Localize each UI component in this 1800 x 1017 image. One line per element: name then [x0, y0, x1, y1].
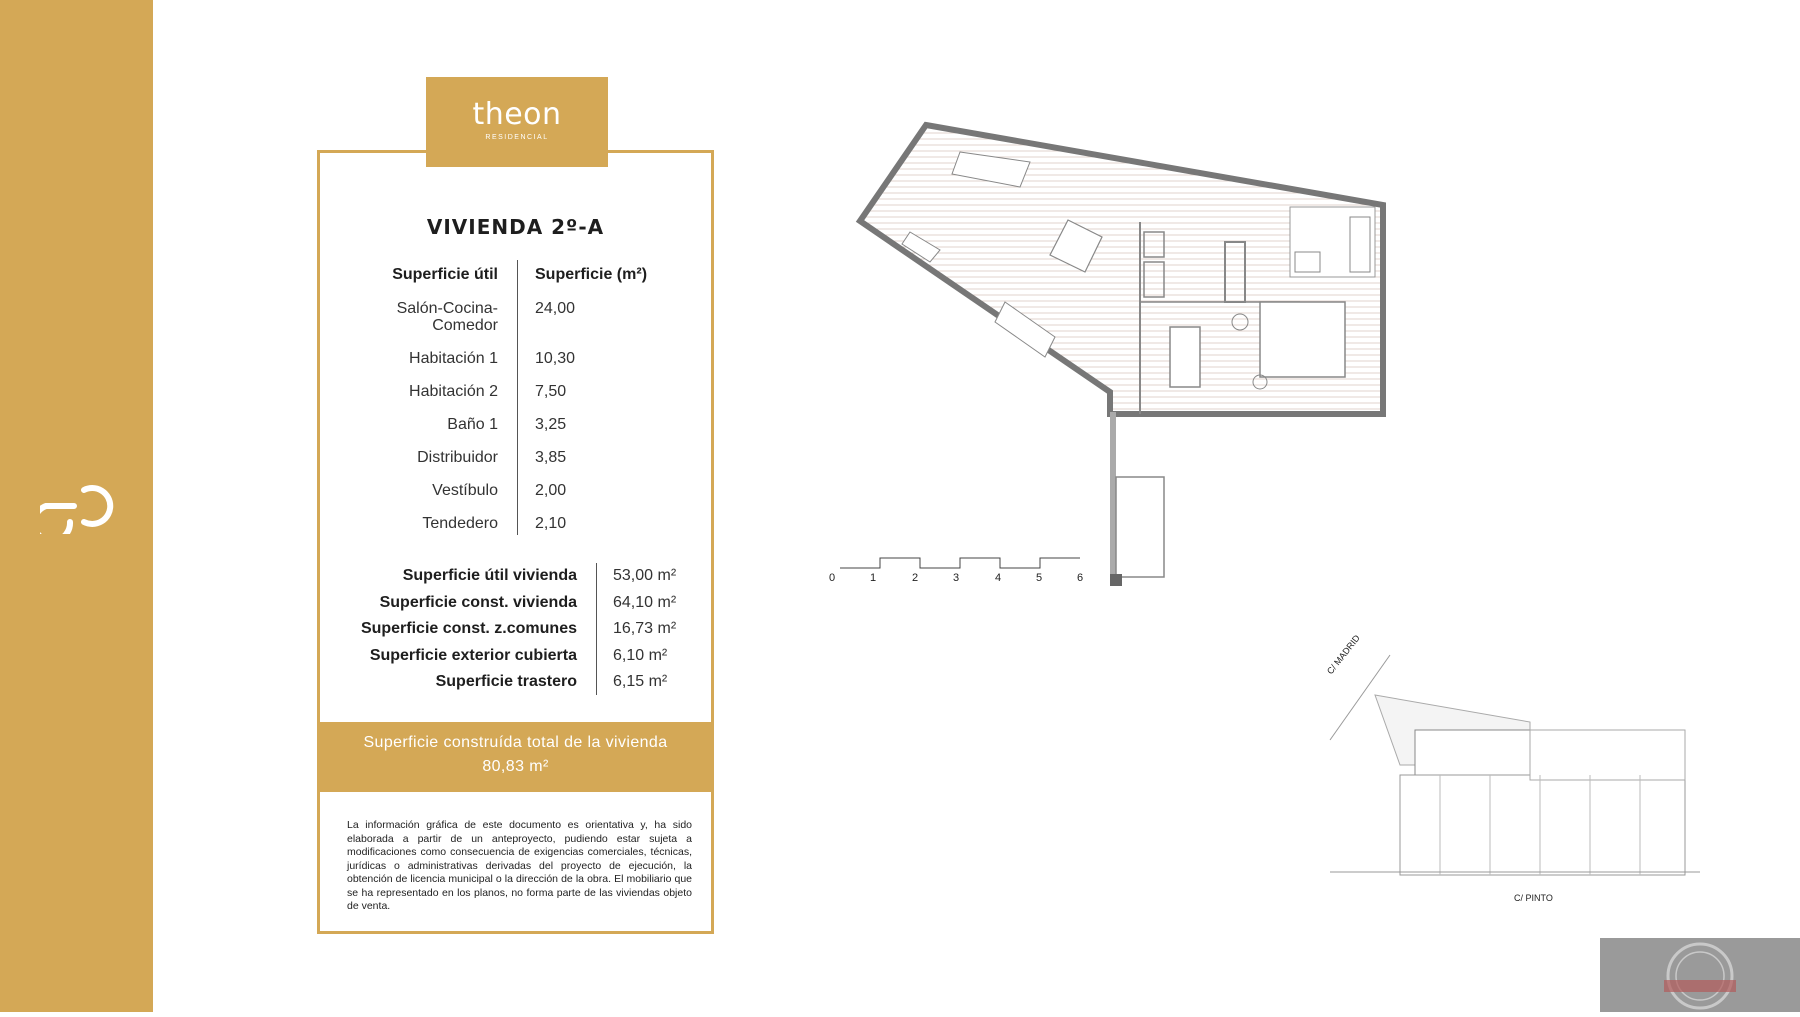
agency-seal-icon	[1600, 938, 1800, 1012]
room-name: Distribuidor	[417, 449, 498, 466]
rooms-header-right: Superficie (m²)	[535, 266, 648, 283]
total-label: Superficie const. vivienda	[379, 594, 577, 611]
room-value: 7,50	[535, 383, 567, 400]
total-surface-label: Superficie construída total de la vivienda	[363, 734, 668, 751]
room-name: Salón-Cocina- Comedor	[396, 300, 498, 334]
scale-tick-label: 3	[953, 572, 960, 584]
situation-plan-drawing	[1320, 650, 1700, 910]
room-value: 3,85	[535, 449, 567, 466]
total-surface-band	[320, 722, 711, 792]
total-value: 53,00 m²	[613, 567, 677, 584]
rooms-divider	[517, 260, 518, 535]
room-name: Habitación 1	[409, 350, 498, 367]
room-name: Habitación 2	[409, 383, 498, 400]
room-name: Vestíbulo	[432, 482, 498, 499]
total-value: 6,15 m²	[613, 673, 668, 690]
total-surface-value: 80,83 m²	[482, 758, 549, 775]
total-label: Superficie exterior cubierta	[369, 647, 577, 664]
total-label: Superficie útil vivienda	[402, 567, 577, 584]
scale-tick-label: 4	[995, 572, 1002, 584]
scale-tick-label: 6	[1077, 572, 1084, 584]
scale-tick-label: 2	[912, 572, 919, 584]
street-label-madrid: C/ MADRID	[1325, 632, 1362, 677]
scale-tick-label: 5	[1036, 572, 1043, 584]
room-name: Baño 1	[447, 416, 498, 433]
scale-tick-label: 0	[829, 572, 836, 584]
agency-watermark	[1600, 938, 1800, 1012]
room-value: 24,00	[535, 300, 576, 317]
total-value: 6,10 m²	[613, 647, 668, 664]
disclaimer-text: La información gráfica de este documento es orientativa y, ha sido elaborada a partir de un anteproyecto, pudiendo estar sujeta a modificaciones como consecuencia de exigencias comerciales, técnicas, jurídicas o administrativas derivadas del proyecto de ejecución, la obtención de licencia municipal o la dirección de la obra. El mobiliario que se ha representado en los planos, no forma parte de las viviendas objeto de venta.	[347, 819, 692, 912]
brand-name: theon	[472, 97, 562, 132]
room-value: 2,10	[535, 515, 567, 532]
rooms-header-left: Superficie útil	[392, 266, 498, 283]
total-value: 64,10 m²	[613, 594, 677, 611]
scale-tick-label: 1	[870, 572, 877, 584]
brand-subtitle: RESIDENCIAL	[485, 134, 549, 141]
total-label: Superficie const. z.comunes	[360, 620, 577, 637]
room-name: Tendedero	[422, 515, 498, 532]
page-title: VIVIENDA 2º-A	[426, 215, 605, 239]
room-value: 10,30	[535, 350, 576, 367]
total-value: 16,73 m²	[613, 620, 677, 637]
total-label: Superficie trastero	[435, 673, 577, 690]
room-value: 2,00	[535, 482, 567, 499]
floor-plan-drawing	[840, 112, 1400, 592]
totals-divider	[596, 563, 597, 695]
street-label-pinto: C/ PINTO	[1514, 893, 1553, 903]
sidebar-band	[0, 0, 153, 1012]
ec-logo-icon	[40, 478, 116, 534]
room-value: 3,25	[535, 416, 567, 433]
brand-logo	[426, 77, 608, 167]
info-card	[317, 150, 714, 934]
